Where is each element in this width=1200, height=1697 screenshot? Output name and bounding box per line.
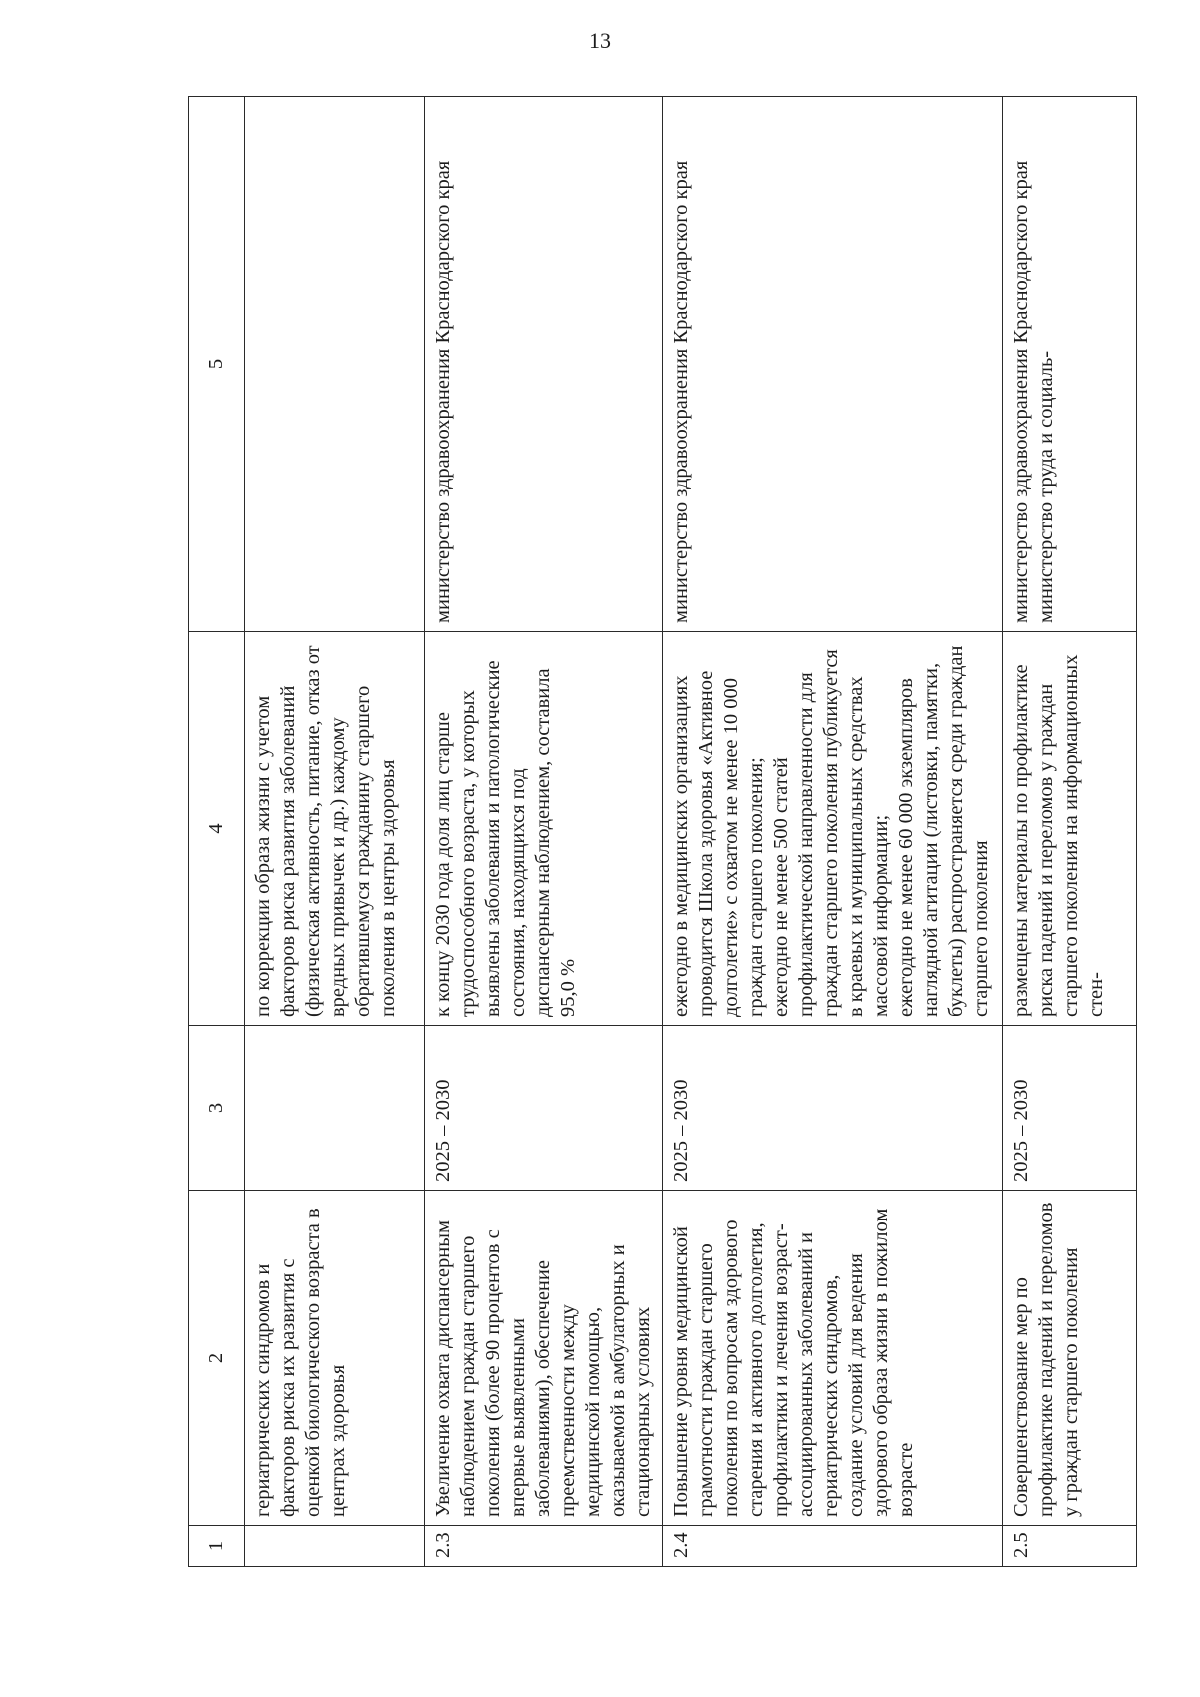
table-row xyxy=(663,97,1003,1567)
page-number: 13 xyxy=(589,28,611,53)
result-cell: по коррекции образа жизни с учетом факторов риска развития заболеваний (физическая активность, питание, отказ от вредных привычек и др.) каждому обратившемуся гражданину старшего поколения в центры здоровья xyxy=(245,632,425,1026)
measure-cell: гериатрических синдромов и факторов риска их развития с оценкой биологического возраста в центрах здоровья xyxy=(245,1191,425,1526)
table-row xyxy=(245,97,425,1567)
period-cell: 2025 – 2030 xyxy=(425,1026,663,1191)
row-number: 2.3 xyxy=(425,1526,663,1567)
period-cell: 2025 – 2030 xyxy=(663,1026,1003,1191)
result-cell: размещены материалы по профилактике риска падений и переломов у граждан старшего поколения на информационных стен- xyxy=(1003,632,1137,1026)
executor-cell: министерство здравоохранения Краснодарского края министерство труда и социаль- xyxy=(1003,97,1137,632)
row-number: 2.4 xyxy=(663,1526,1003,1567)
measure-cell: Совершенствование мер по профилактике падений и переломов у граждан старшего поколения xyxy=(1003,1191,1137,1526)
period-cell: 2025 – 2030 xyxy=(1003,1026,1137,1191)
row-number: 2.5 xyxy=(1003,1526,1137,1567)
header-col-3: 3 xyxy=(189,1026,245,1191)
measure-cell: Повышение уровня медицинской грамотности граждан старшего поколения по вопросам здорового старения и активного долголетия, профилактики и лечения возраст-ассоциированных заболеваний и гериатрических синдромов, создание условий для ведения здорового образа жизни в пожилом возрасте xyxy=(663,1191,1003,1526)
header-col-5: 5 xyxy=(189,97,245,632)
header-col-2: 2 xyxy=(189,1191,245,1526)
header-col-4: 4 xyxy=(189,632,245,1026)
executor-cell: министерство здравоохранения Краснодарского края xyxy=(663,97,1003,632)
table-header-row xyxy=(189,97,245,1567)
executor-cell xyxy=(245,97,425,632)
period-cell xyxy=(245,1026,425,1191)
rotated-table-wrapper xyxy=(188,97,1107,1567)
measure-cell: Увеличение охвата диспансерным наблюдением граждан старшего поколения (более 90 процентов с впервые выявленными заболеваниями), обеспечение преемственности между медицинской помощью, оказываемой в амбулаторных и стационарных условиях xyxy=(425,1191,663,1526)
result-cell: ежегодно в медицинских организациях проводится Школа здоровья «Активное долголетие» с охватом не менее 10 000 граждан старшего поколения; ежегодно не менее 500 статей профилактической направленности для граждан старшего поколения публикуется в краевых и муниципальных средствах массовой информации; ежегодно не менее 60 000 экземпляров наглядной агитации (листовки, памятки, буклеты) распространяется среди граждан старшего поколения xyxy=(663,632,1003,1026)
row-number xyxy=(245,1526,425,1567)
result-cell: к концу 2030 года доля лиц старше трудоспособного возраста, у которых выявлены заболевания и патологические состояния, находящихся под диспансерным наблюдением, составила 95,0 % xyxy=(425,632,663,1026)
table-row xyxy=(425,97,663,1567)
table-row xyxy=(1003,97,1137,1567)
measures-table xyxy=(188,96,1137,1567)
header-col-1: 1 xyxy=(189,1526,245,1567)
executor-cell: министерство здравоохранения Краснодарского края xyxy=(425,97,663,632)
